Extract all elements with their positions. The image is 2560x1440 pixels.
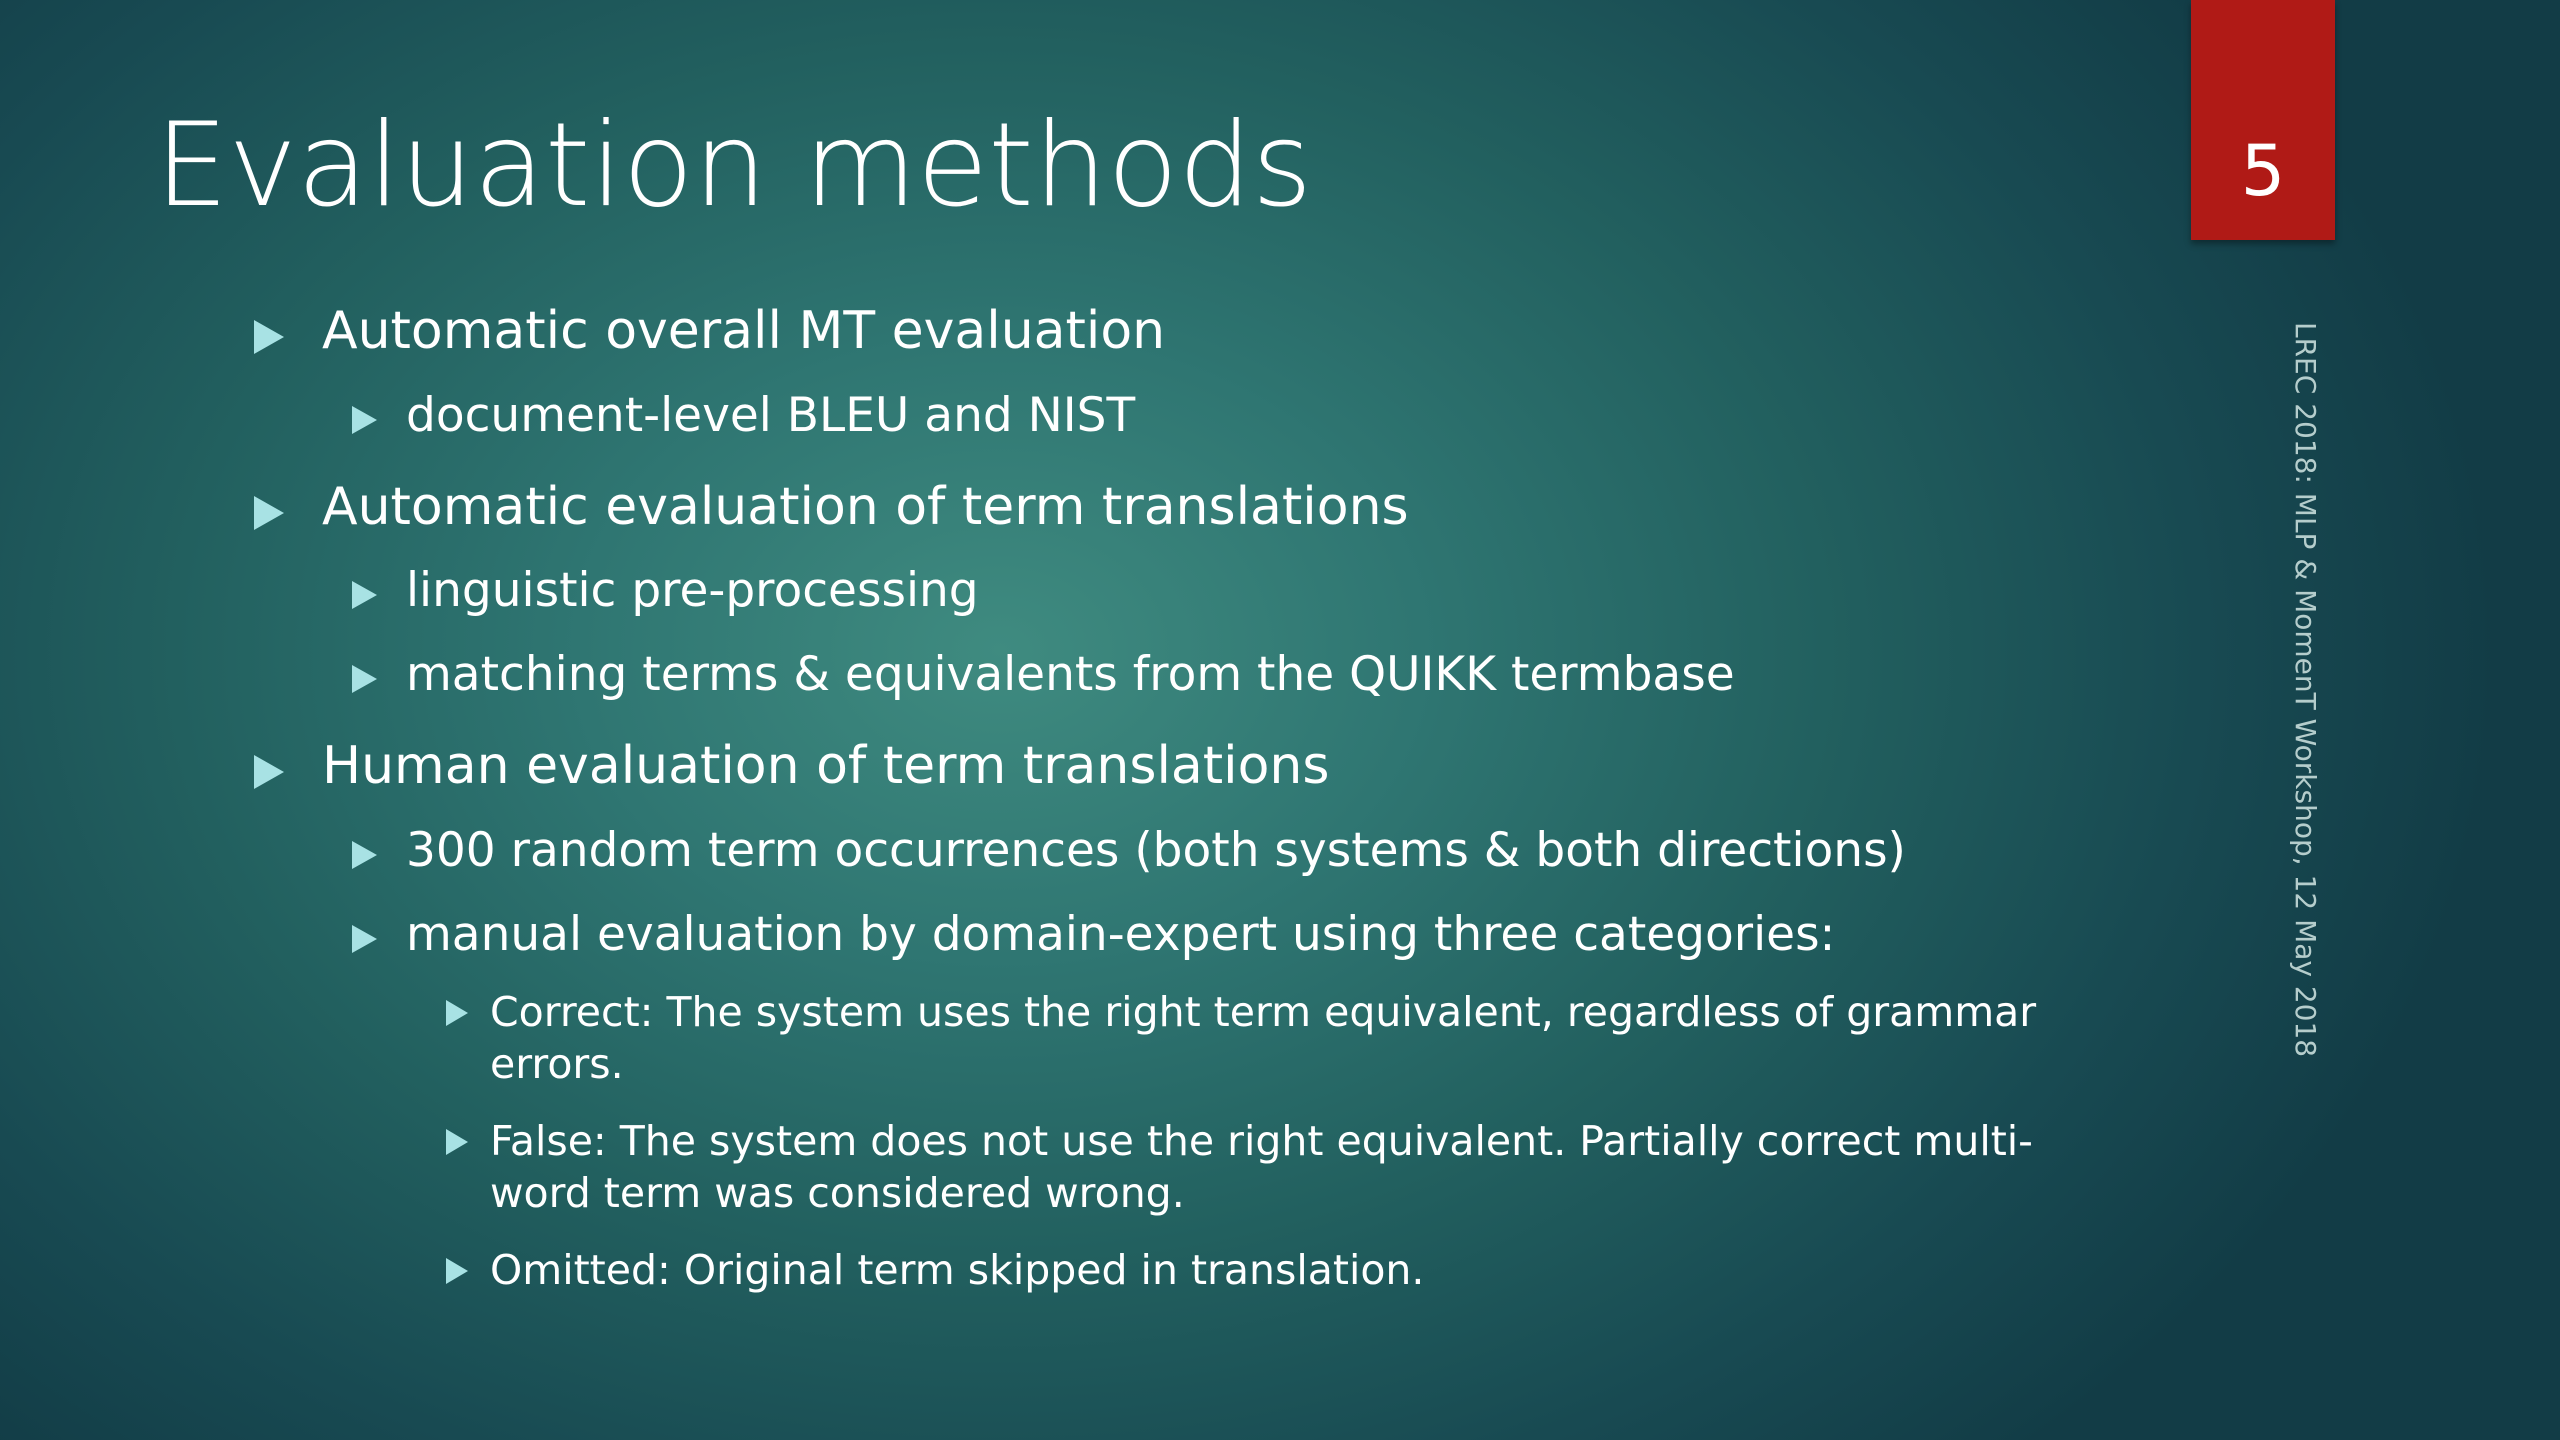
bullet-text-continuation: errors. (490, 1040, 624, 1088)
bullet-text: manual evaluation by domain-expert using three categories: (406, 907, 1836, 962)
sub-bullet-item (406, 823, 1906, 879)
sub-bullet-item (406, 647, 1735, 703)
bullet-text: Automatic evaluation of term translations (322, 477, 1409, 537)
bullet-text: Automatic overall MT evaluation (322, 301, 1166, 361)
bullet-arrow-icon (352, 841, 377, 869)
bullet-text: False: The system does not use the right equivalent. Partially correct multi- (490, 1117, 2033, 1165)
sub-sub-bullet-item (490, 1115, 2033, 1219)
bullet-text: 300 random term occurrences (both systems & both directions) (406, 823, 1906, 878)
slide-footer: LREC 2018: MLP & MomenT Workshop, 12 May 2018 (2289, 322, 2322, 1058)
sub-bullet-item (406, 388, 1135, 444)
bullet-arrow-icon (254, 755, 284, 789)
bullet-arrow-icon (254, 320, 284, 354)
bullet-arrow-icon (352, 581, 377, 609)
sub-bullet-item (406, 563, 979, 619)
page-number: 5 (2240, 130, 2286, 212)
bullet-arrow-icon (352, 665, 377, 693)
bullet-arrow-icon (446, 1258, 468, 1284)
sub-sub-bullet-item (490, 986, 2036, 1090)
sub-bullet-item (406, 907, 1835, 963)
bullet-text: matching terms & equivalents from the QUIKK termbase (406, 647, 1735, 702)
bullet-arrow-icon (352, 925, 377, 953)
bullet-text: Omitted: Original term skipped in translation. (490, 1246, 1425, 1294)
bullet-item (322, 476, 1409, 538)
page-number-badge (2191, 0, 2335, 240)
bullet-arrow-icon (352, 406, 377, 434)
bullet-item (322, 735, 1329, 797)
bullet-arrow-icon (446, 1129, 468, 1155)
bullet-text-continuation: word term was considered wrong. (490, 1169, 1185, 1217)
sub-sub-bullet-item (490, 1244, 1424, 1296)
bullet-text: Human evaluation of term translations (322, 736, 1330, 796)
bullet-text: Correct: The system uses the right term equivalent, regardless of grammar (490, 988, 2037, 1036)
bullet-arrow-icon (254, 496, 284, 530)
bullet-text: document-level BLEU and NIST (406, 388, 1136, 443)
slide-title: Evaluation methods (155, 98, 1313, 233)
bullet-text: linguistic pre-processing (406, 563, 979, 618)
bullet-arrow-icon (446, 1000, 468, 1026)
bullet-item (322, 300, 1165, 362)
